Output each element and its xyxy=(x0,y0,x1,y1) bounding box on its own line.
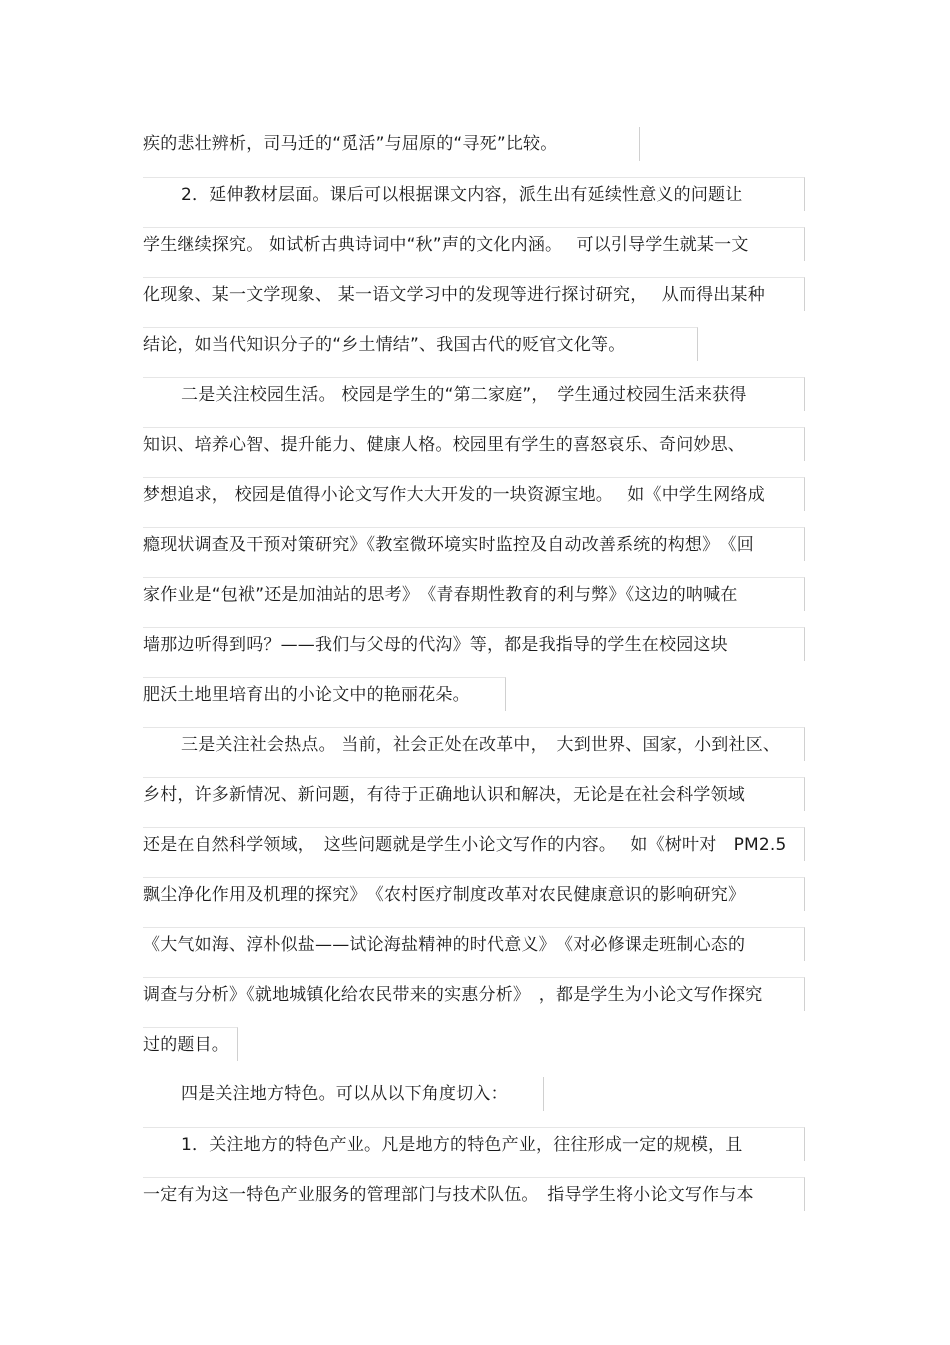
text-line: 化现象、某一文学现象、 某一语文学习中的发现等进行探讨研究， 从而得出某种 xyxy=(143,277,805,311)
text-line: 一定有为这一特色产业服务的管理部门与技术队伍。 指导学生将小论文写作与本 xyxy=(143,1177,805,1211)
text-line: 疾的悲壮辨析，司马迁的“觅活”与屈原的“寻死”比较。 xyxy=(143,127,640,161)
text-line: 四是关注地方特色。可以从以下角度切入： xyxy=(143,1077,544,1111)
text-line: 知识、培养心智、提升能力、健康人格。校园里有学生的喜怒哀乐、奇问妙思、 xyxy=(143,427,805,461)
text-line: 墙那边听得到吗？——我们与父母的代沟》等，都是我指导的学生在校园这块 xyxy=(143,627,805,661)
text-line: 结论，如当代知识分子的“乡土情结”、我国古代的贬官文化等。 xyxy=(143,327,698,361)
text-line: 《大气如海、淳朴似盐——试论海盐精神的时代意义》 《对必修课走班制心态的 xyxy=(143,927,805,961)
text-line: 1．关注地方的特色产业。凡是地方的特色产业，往往形成一定的规模，且 xyxy=(143,1127,805,1161)
text-line: 过的题目。 xyxy=(143,1027,238,1061)
text-line: 还是在自然科学领域， 这些问题就是学生小论文写作的内容。 如《树叶对 PM2.5 xyxy=(143,827,805,861)
text-line: 家作业是“包袱”还是加油站的思考》 《青春期性教育的利与弊》《这边的呐喊在 xyxy=(143,577,805,611)
text-line: 三是关注社会热点。 当前，社会正处在改革中， 大到世界、国家，小到社区、 xyxy=(143,727,805,761)
text-line: 飘尘净化作用及机理的探究》 《农村医疗制度改革对农民健康意识的影响研究》 xyxy=(143,877,805,911)
text-line: 梦想追求， 校园是值得小论文写作大大开发的一块资源宝地。 如《中学生网络成 xyxy=(143,477,805,511)
text-line: 瘾现状调查及干预对策研究》《教室微环境实时监控及自动改善系统的构想》 《回 xyxy=(143,527,805,561)
text-line: 肥沃土地里培育出的小论文中的艳丽花朵。 xyxy=(143,677,506,711)
text-line: 乡村，许多新情况、新问题，有待于正确地认识和解决，无论是在社会科学领域 xyxy=(143,777,805,811)
text-line: 调查与分析》《就地城镇化给农民带来的实惠分析》 ，都是学生为小论文写作探究 xyxy=(143,977,805,1011)
text-line: 学生继续探究。 如试析古典诗词中“秋”声的文化内涵。 可以引导学生就某一文 xyxy=(143,227,805,261)
text-line: 二是关注校园生活。 校园是学生的“第二家庭”， 学生通过校园生活来获得 xyxy=(143,377,805,411)
text-line: 2．延伸教材层面。课后可以根据课文内容，派生出有延续性意义的问题让 xyxy=(143,177,805,211)
